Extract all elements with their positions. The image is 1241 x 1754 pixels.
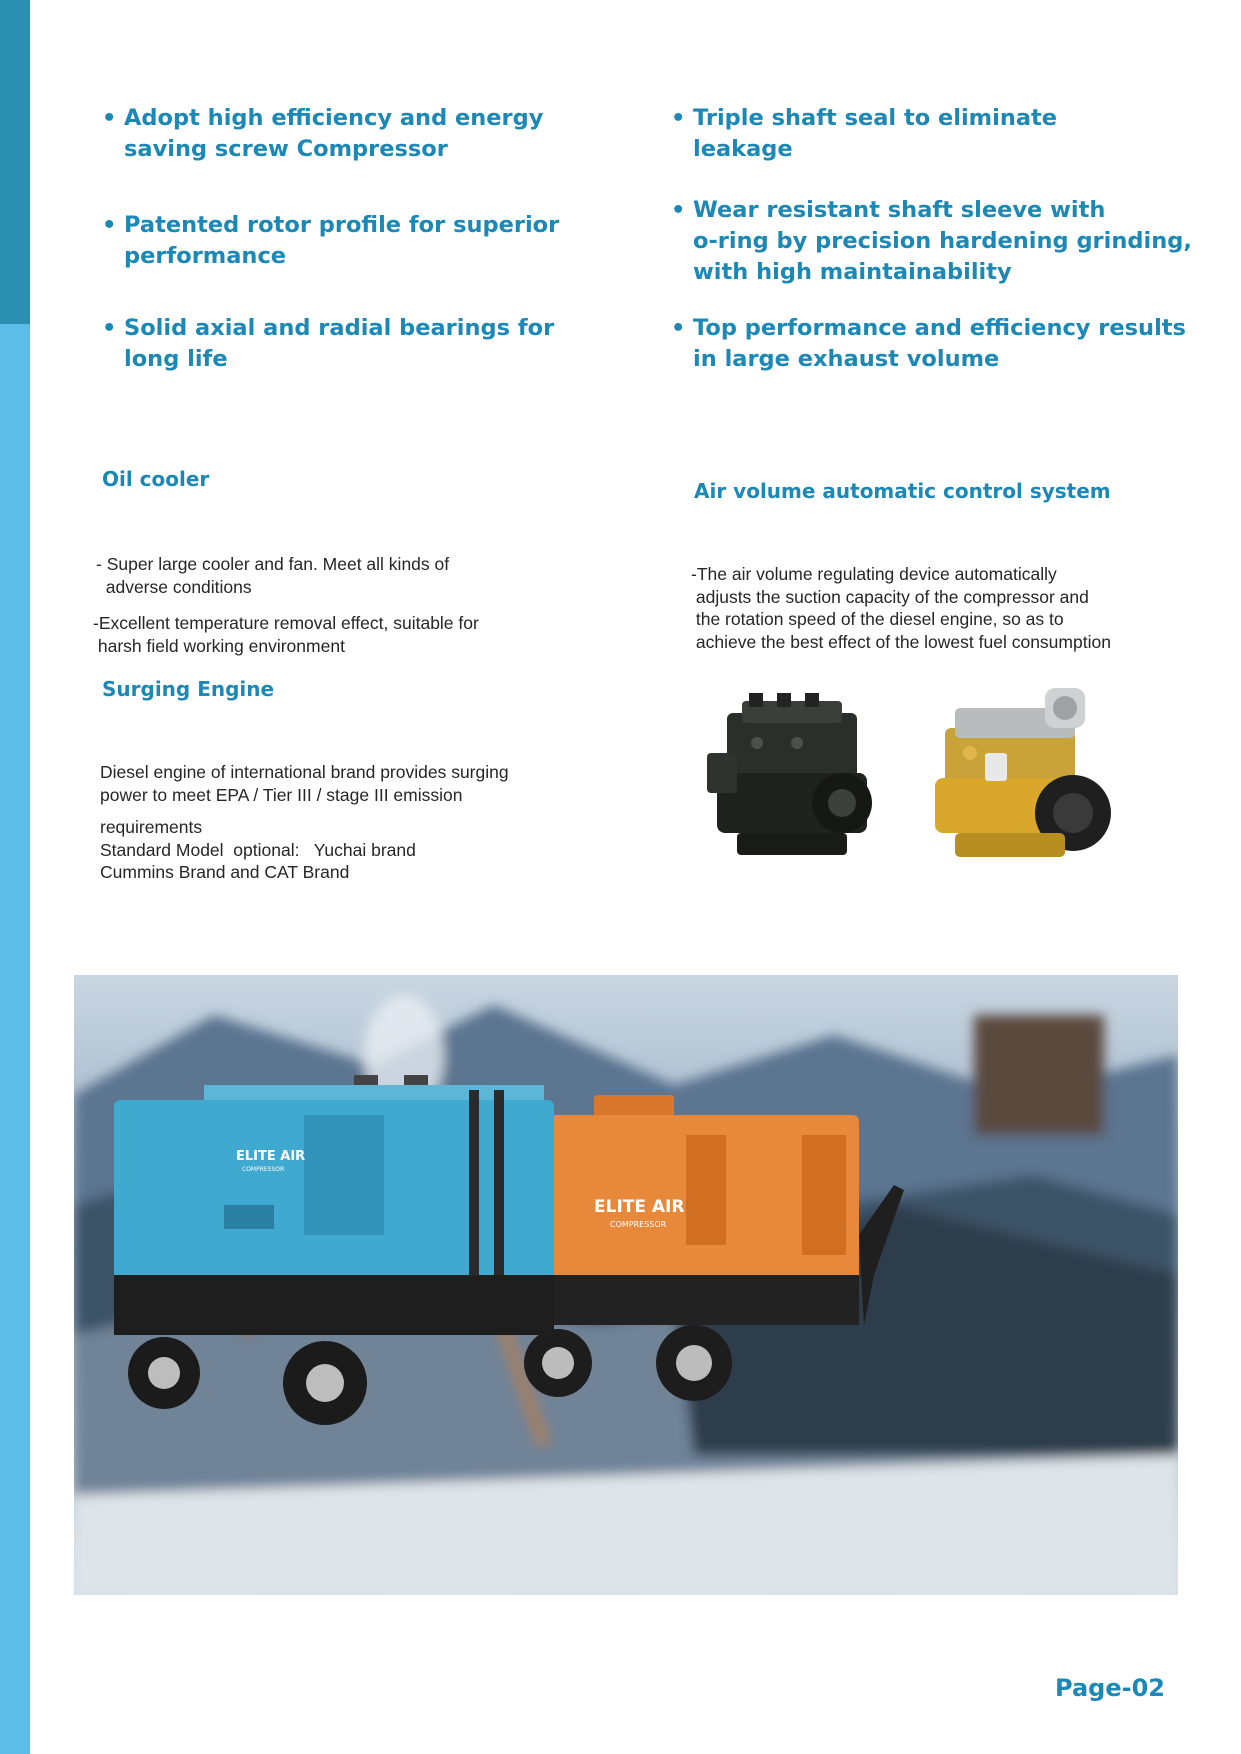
feature-right-3: • Top performance and efficiency results in large exhaust volume (671, 315, 1186, 372)
oil-cooler-item-1: - Super large cooler and fan. Meet all kinds of adverse conditions (96, 554, 450, 597)
feature-right-1: • Triple shaft seal to eliminate leakage (671, 105, 1058, 162)
feature-right-2: • Wear resistant shaft sleeve with o-ring by precision hardening grinding, with high maintainability (671, 197, 1192, 285)
oil-cooler-item-2: -Excellent temperature removal effect, suitable for harsh field working environment (93, 613, 479, 656)
surging-engine-description: Diesel engine of international brand provides surging power to meet EPA / Tier III / stage III emission (100, 762, 509, 805)
yellow-diesel-engine-image (925, 683, 1125, 873)
blue-compressor-brand: ELITE AIR (236, 1149, 306, 1164)
orange-compressor-brand: ELITE AIR (594, 1197, 685, 1217)
black-diesel-engine-image (697, 693, 897, 863)
feature-left-1: • Adopt high efficiency and energy saving screw Compressor (102, 105, 544, 162)
air-volume-title: Air volume automatic control system (694, 479, 1111, 503)
bullet: • (671, 197, 686, 223)
page-number: Page-02 (1055, 1674, 1165, 1702)
bullet: • (671, 315, 686, 341)
bullet: • (102, 212, 117, 238)
feature-left-2: • Patented rotor profile for superior performance (102, 212, 560, 269)
oil-cooler-title: Oil cooler (102, 467, 210, 491)
surging-engine-options: requirements Standard Model optional: Yuchai brand Cummins Brand and CAT Brand (100, 817, 416, 882)
sidebar-accent-light (0, 324, 30, 1754)
surging-engine-title: Surging Engine (102, 677, 275, 701)
feature-left-3: • Solid axial and radial bearings for long life (102, 315, 555, 372)
compressor-scene-image (74, 975, 1178, 1595)
bullet: • (102, 315, 117, 341)
bullet: • (102, 105, 117, 131)
sidebar-accent-dark (0, 0, 30, 324)
air-volume-description: -The air volume regulating device automatically adjusts the suction capacity of the compressor and the rotation speed of the diesel engine, so as to achieve the best effect of the lowest fuel consumption (691, 564, 1111, 652)
mining-site-photo (74, 975, 1178, 1595)
bullet: • (671, 105, 686, 131)
blue-compressor-subtitle: COMPRESSOR (242, 1166, 285, 1173)
orange-compressor-subtitle: COMPRESSOR (610, 1220, 667, 1229)
